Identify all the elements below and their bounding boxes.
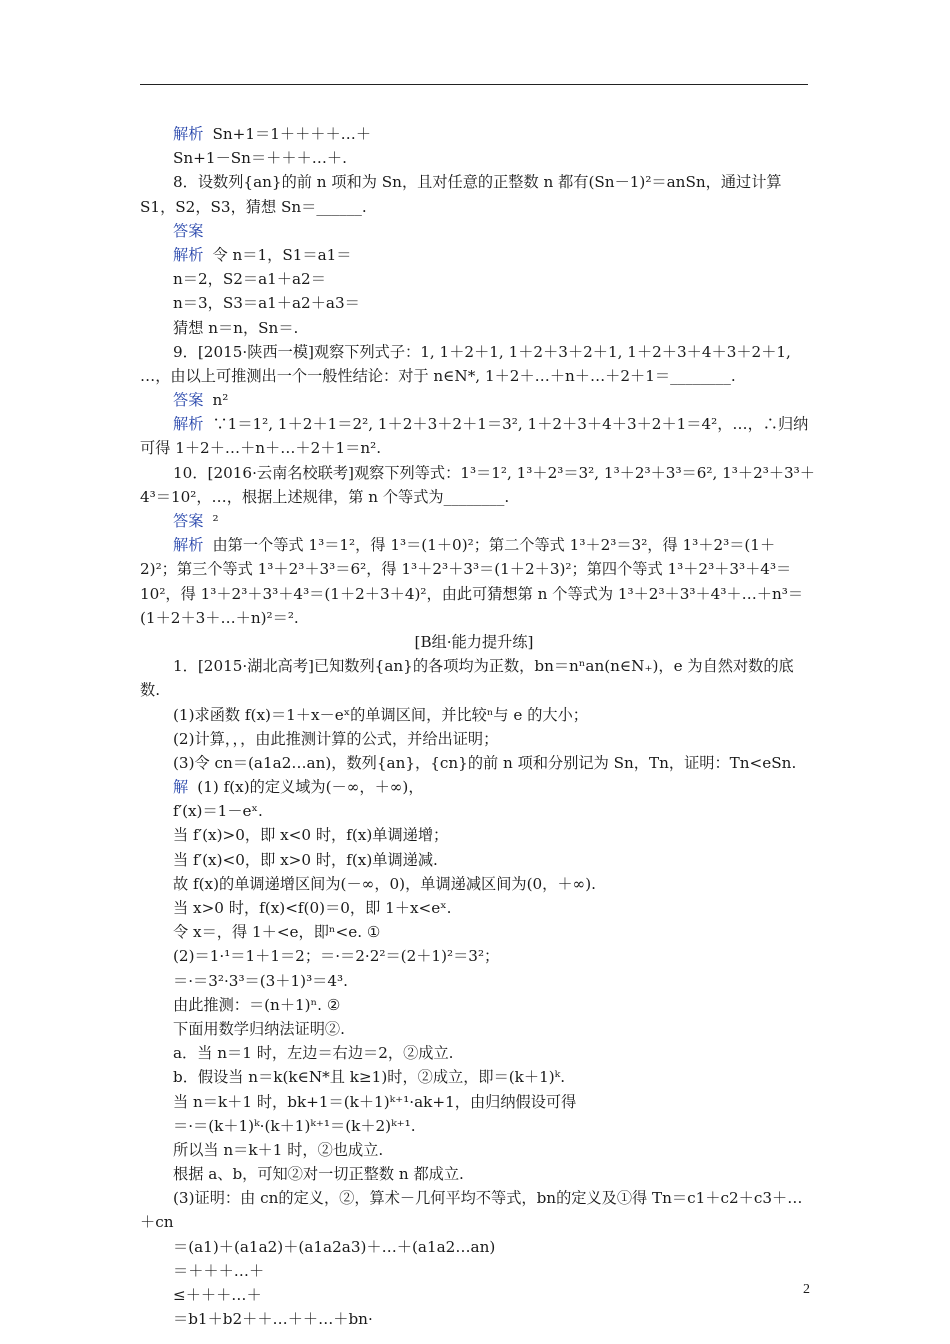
line-text: (2)计算，，，由此推测计算的公式，并给出证明； (173, 729, 499, 748)
text-line (140, 896, 808, 920)
line-text: 当 f′(x)>0，即 x<0 时，f(x)单调递增； (173, 826, 449, 845)
line-text: 1．[2015·湖北高考]已知数列{an}的各项均为正数，bn＝nⁿan(n∈N₊)，e 为自然对数的底 (173, 657, 794, 676)
text-line (140, 703, 808, 727)
text-line (140, 1186, 808, 1210)
header-rule (140, 84, 808, 85)
text-line (140, 872, 808, 896)
text-line (140, 291, 808, 315)
text-line (140, 243, 808, 267)
answer-label: 解 (173, 778, 189, 797)
text-line (140, 146, 808, 170)
text-line (140, 1041, 808, 1065)
line-text: 10²，得 1³＋2³＋3³＋4³＝(1＋2＋3＋4)²，由此可猜想第 n 个等式为 1³＋2³＋3³＋4³＋…＋n³＝ (140, 584, 804, 603)
text-line (140, 195, 808, 219)
text-line (140, 1162, 808, 1186)
line-text: (1) f(x)的定义域为(－∞，＋∞)， (197, 778, 424, 797)
text-line (140, 267, 808, 291)
line-text: n＝2，S2＝a1＋a2＝ (173, 270, 326, 289)
line-text: f′(x)＝1－eˣ. (173, 802, 263, 821)
line-text: 9．[2015·陕西一模]观察下列式子：1, 1＋2＋1, 1＋2＋3＋2＋1, 1＋2＋3＋4＋3＋2＋1, (173, 342, 791, 361)
line-text: 当 n＝k＋1 时，bk+1＝(k＋1)ᵏ⁺¹·ak+1，由归纳假设可得 (173, 1092, 577, 1111)
answer-label: 答案 (173, 391, 204, 410)
text-line (140, 993, 808, 1017)
line-text: ＝＋＋＋…＋ (173, 1261, 265, 1280)
text-line (140, 606, 808, 630)
line-text: b．假设当 n＝k(k∈N*且 k≥1)时，②成立，即＝(k＋1)ᵏ. (173, 1068, 566, 1087)
text-line (140, 219, 808, 243)
text-line (140, 1307, 808, 1331)
line-text: n² (212, 391, 229, 410)
line-text: 下面用数学归纳法证明②. (173, 1019, 345, 1038)
text-line (140, 533, 808, 557)
line-text: 当 x>0 时，f(x)<f(0)＝0，即 1＋x<eˣ. (173, 899, 452, 917)
text-line (140, 340, 808, 364)
text-line (140, 412, 808, 436)
line-text: 故 f(x)的单调递增区间为(－∞，0)，单调递减区间为(0，＋∞). (173, 874, 596, 893)
text-line (140, 751, 808, 775)
line-text: 令 n＝1，S1＝a1＝ (212, 245, 352, 264)
text-line (140, 823, 808, 847)
line-text: 由此推测：＝(n＋1)ⁿ. ② (173, 995, 341, 1014)
line-text: (2)＝1·¹＝1＋1＝2；＝·＝2·2²＝(2＋1)²＝3²； (173, 947, 500, 966)
answer-label: 解析 (173, 125, 204, 143)
line-text: 8．设数列{an}的前 n 项和为 Sn，且对任意的正整数 n 都有(Sn－1)²＝anSn，通过计算 (173, 173, 782, 192)
line-text: (3)证明：由 cn的定义，②，算术－几何平均不等式，bn的定义及①得 Tn＝c1＋c2＋c3＋… (173, 1189, 803, 1208)
line-text: ＋cn (140, 1213, 174, 1232)
text-line (140, 1138, 808, 1162)
text-line (140, 848, 808, 872)
text-line (140, 654, 808, 678)
text-line (140, 436, 808, 460)
line-text: S1，S2，S3，猜想 Sn＝______. (140, 197, 367, 216)
line-text: Sn+1＝1＋＋＋＋…＋ (212, 125, 372, 143)
text-line (140, 775, 808, 799)
line-text: 4³＝10²，…，根据上述规律，第 n 个等式为________. (140, 487, 510, 506)
line-text: Sn+1－Sn＝＋＋＋…＋. (173, 149, 347, 168)
line-text: ＝(a1)＋(a1a2)＋(a1a2a3)＋…＋(a1a2…an) (173, 1237, 496, 1256)
line-text: (1)求函数 f(x)＝1＋x－eˣ的单调区间，并比较ⁿ与 e 的大小； (173, 705, 588, 724)
text-line (140, 1090, 808, 1114)
text-line (140, 1235, 808, 1259)
line-text: 猜想 n＝n，Sn＝. (173, 318, 299, 337)
text-line (140, 1210, 808, 1234)
line-text: 2)²；第三个等式 1³＋2³＋3³＝6²，得 1³＋2³＋3³＝(1＋2＋3)²；第四个等式 1³＋2³＋3³＋4³＝ (140, 560, 792, 579)
text-line (140, 485, 808, 509)
document-body (140, 122, 815, 1331)
line-text: ＝·＝(k＋1)ᵏ·(k＋1)ᵏ⁺¹＝(k＋2)ᵏ⁺¹. (173, 1116, 416, 1135)
text-line (140, 582, 808, 606)
text-line (140, 170, 808, 194)
text-line (140, 509, 808, 533)
text-line (140, 316, 808, 340)
line-text: ² (212, 512, 219, 530)
line-text: 当 f′(x)<0，即 x>0 时，f(x)单调递减. (173, 850, 438, 869)
line-text: a．当 n＝1 时，左边＝右边＝2，②成立. (173, 1044, 454, 1063)
text-line (140, 1283, 808, 1307)
line-text: 10．[2016·云南名校联考]观察下列等式：1³＝1², 1³＋2³＝3², 1³＋2³＋3³＝6², 1³＋2³＋3³＋ (173, 463, 815, 482)
section-heading (140, 630, 808, 654)
answer-label: 解析 (173, 415, 204, 434)
answer-label: 解析 (173, 536, 204, 555)
line-text: (1＋2＋3＋…＋n)²＝². (140, 608, 299, 627)
answer-label: 答案 (173, 221, 204, 240)
text-line (140, 678, 808, 702)
text-line (140, 1259, 808, 1283)
text-line (140, 1065, 808, 1089)
line-text: [B组·能力提升练] (414, 632, 534, 651)
text-line (140, 122, 808, 146)
line-text: ≤＋＋＋…＋ (173, 1286, 262, 1304)
line-text: (3)令 cn＝(a1a2…an)，数列{an}，{cn}的前 n 项和分别记为 Sn，Tn，证明：Tn<eSn. (173, 753, 797, 772)
line-text: ＝b1＋b2＋＋…＋＋…＋bn· (173, 1310, 373, 1329)
line-text: 由第一个等式 1³＝1²，得 1³＝(1＋0)²；第二个等式 1³＋2³＝3²，得 1³＋2³＝(1＋ (212, 536, 776, 555)
text-line (140, 388, 808, 412)
line-text: …，由以上可推测出一个一般性结论：对于 n∈N*, 1＋2＋…＋n＋…＋2＋1＝________. (140, 366, 736, 385)
line-text: n＝3，S3＝a1＋a2＋a3＝ (173, 294, 360, 313)
line-text: 数. (140, 681, 161, 700)
answer-label: 解析 (173, 245, 204, 264)
text-line (140, 727, 808, 751)
line-text: ∵1＝1², 1＋2＋1＝2², 1＋2＋3＋2＋1＝3², 1＋2＋3＋4＋3＋2＋1＝4²，…，∴归纳 (212, 415, 809, 434)
page-number: 2 (803, 1282, 810, 1297)
line-text: 根据 a、b，可知②对一切正整数 n 都成立. (173, 1165, 464, 1184)
text-line (140, 920, 808, 944)
text-line (140, 1017, 808, 1041)
line-text: 可得 1＋2＋…＋n＋…＋2＋1＝n². (140, 439, 382, 458)
text-line (140, 364, 808, 388)
text-line (140, 461, 815, 485)
text-line (140, 944, 808, 968)
text-line (140, 557, 808, 581)
line-text: 令 x＝，得 1＋<e，即ⁿ<e. ① (173, 923, 381, 942)
text-line (140, 1114, 808, 1138)
line-text: 所以当 n＝k＋1 时，②也成立. (173, 1140, 384, 1159)
text-line (140, 799, 808, 823)
answer-label: 答案 (173, 512, 204, 530)
line-text: ＝·＝3²·3³＝(3＋1)³＝4³. (173, 971, 348, 990)
text-line (140, 969, 808, 993)
